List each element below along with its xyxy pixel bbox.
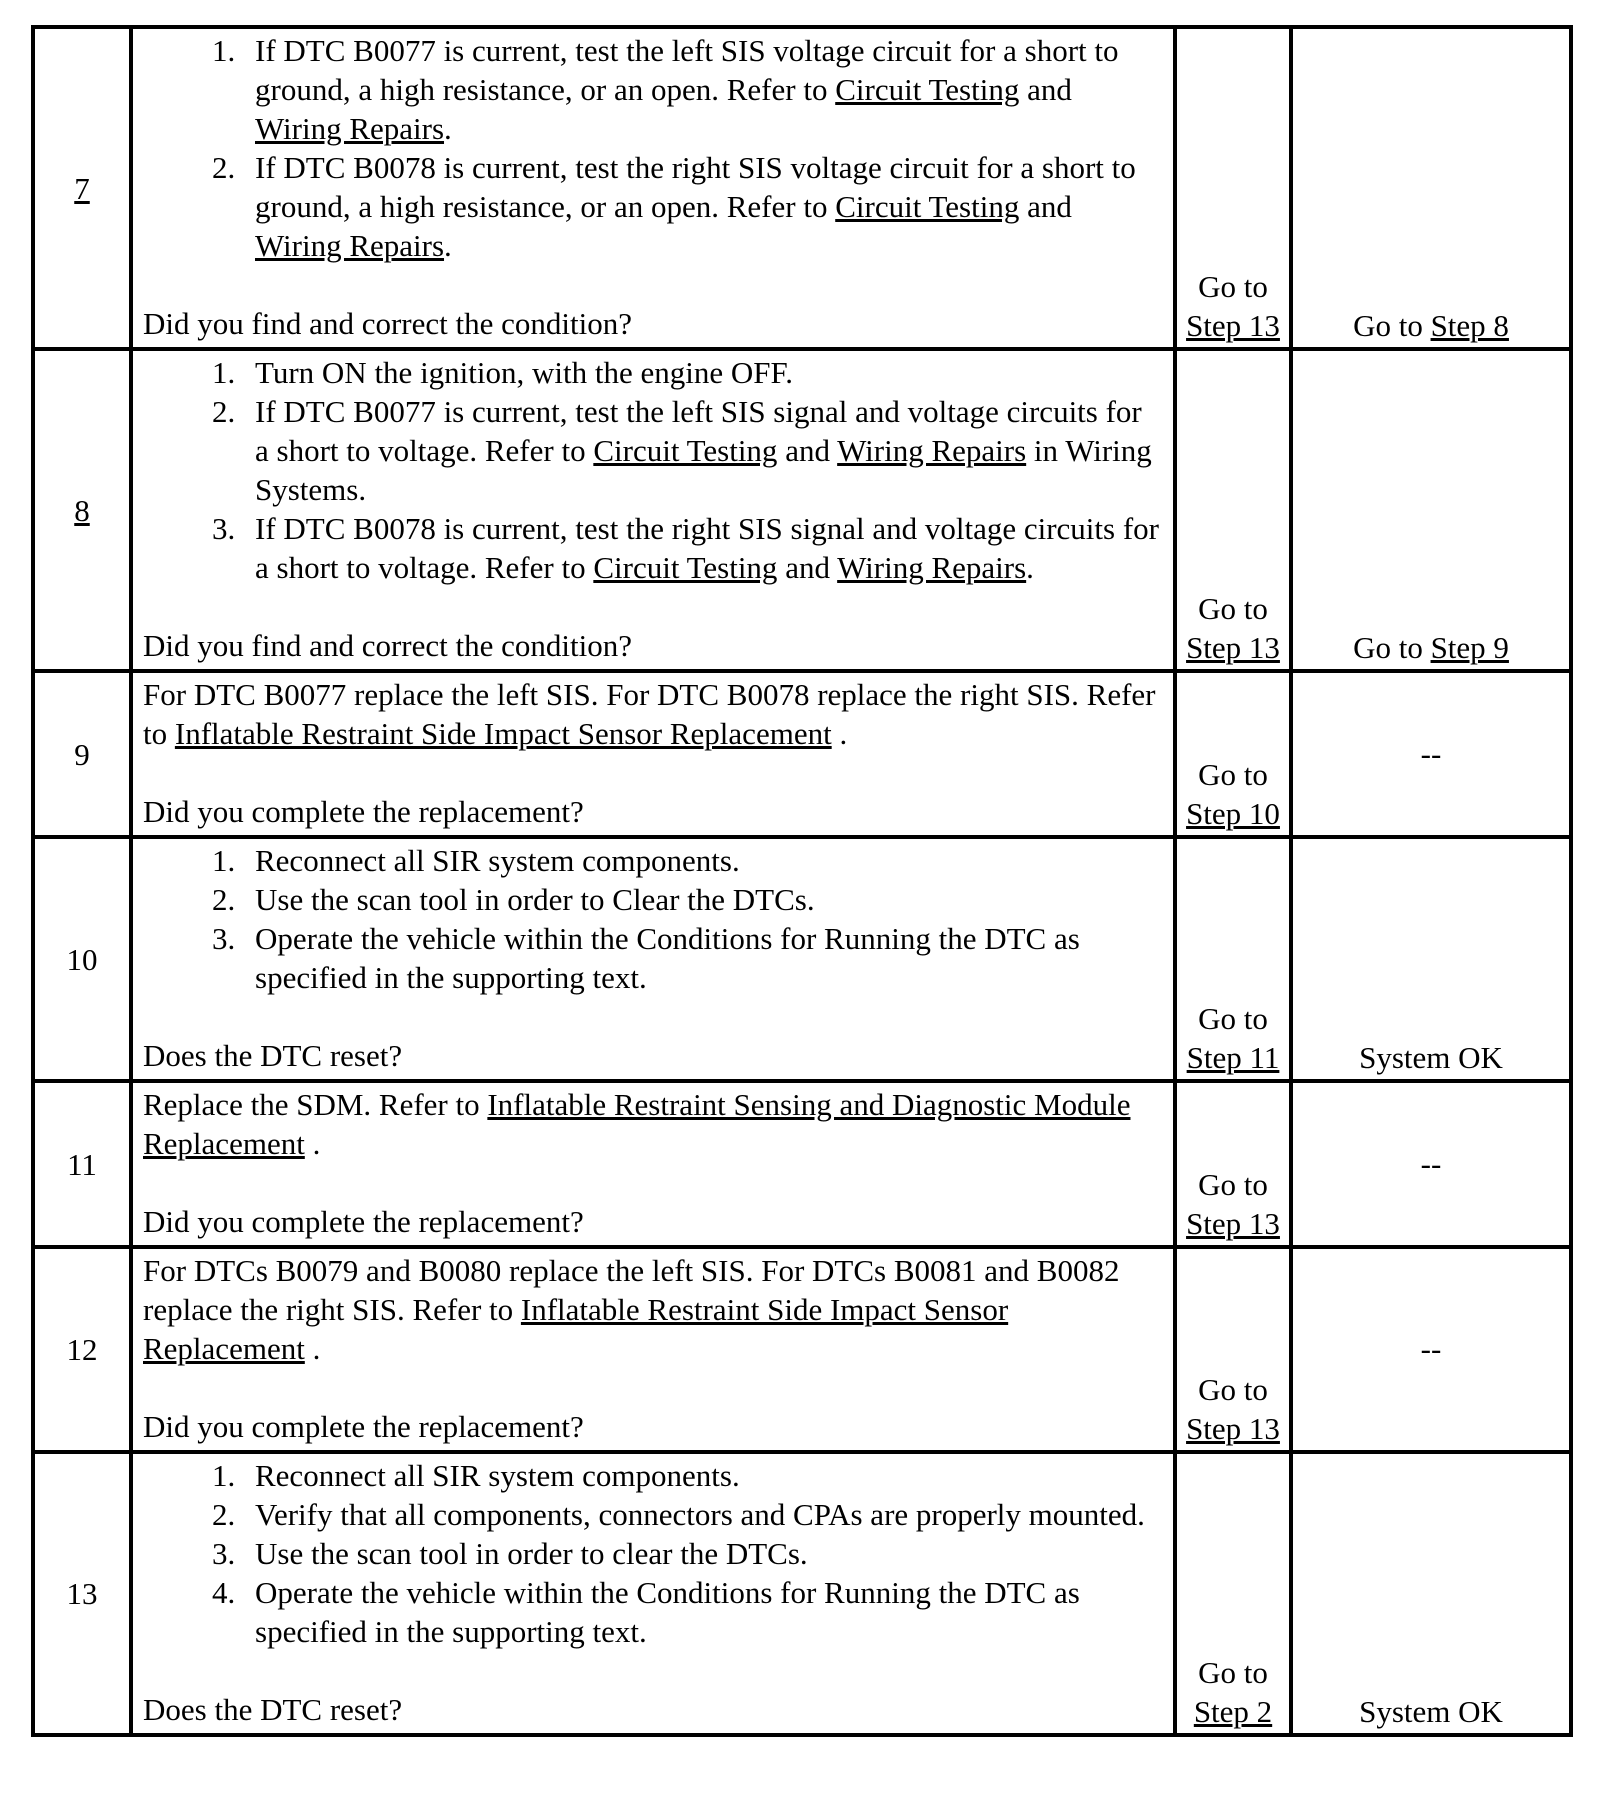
- action-cell: [131, 671, 1175, 837]
- action-list-item: [243, 1573, 1163, 1651]
- step-number: 13: [66, 1576, 98, 1611]
- table-row: [33, 1452, 1571, 1735]
- step-cell: [33, 671, 131, 837]
- table-row: [33, 671, 1571, 837]
- goto-label: Go to: [1353, 630, 1431, 665]
- reference-link[interactable]: Wiring Repairs: [255, 111, 445, 146]
- step-cell: [33, 1081, 131, 1247]
- no-cell: [1291, 1081, 1571, 1247]
- step-number[interactable]: 7: [74, 170, 90, 206]
- step-number: 9: [74, 736, 90, 772]
- text-segment: Turn ON the ignition, with the engine OFF.: [255, 355, 794, 390]
- text-segment: .: [444, 228, 452, 263]
- no-cell: [1291, 27, 1571, 349]
- action-text: [143, 1085, 1163, 1163]
- reference-link[interactable]: Inflatable Restraint Side Impact Sensor Replacement: [143, 1292, 1009, 1366]
- action-text: [143, 675, 1163, 753]
- text-segment: and: [1019, 72, 1072, 107]
- text-segment: .: [831, 716, 848, 751]
- action-list-item: [243, 392, 1163, 509]
- action-text: [143, 1251, 1163, 1368]
- step-link[interactable]: Step 13: [1186, 630, 1280, 665]
- step-cell: [33, 27, 131, 349]
- action-cell: [131, 1247, 1175, 1452]
- text-segment: For DTCs B0079 and B0080 replace the left SIS. For DTCs B0081 and B0082 replace the right SIS. Refer to: [143, 1253, 1120, 1327]
- action-list-item: [243, 919, 1163, 997]
- step-number: 10: [66, 941, 98, 977]
- table-row: [33, 837, 1571, 1081]
- no-text: System OK: [1359, 1694, 1503, 1729]
- action-list: [143, 1456, 1163, 1651]
- step-link[interactable]: Step 10: [1186, 796, 1280, 831]
- no-cell: [1291, 671, 1571, 837]
- text-segment: If DTC B0077 is current, test the left SIS signal and voltage circuits for a short to voltage. Refer to: [255, 394, 1142, 468]
- goto-label: Go to: [1198, 1167, 1268, 1202]
- action-list-item: [243, 509, 1163, 587]
- yes-cell: [1175, 671, 1291, 837]
- action-list-item: [243, 31, 1163, 148]
- no-text: System OK: [1359, 1040, 1503, 1075]
- table-row: [33, 1081, 1571, 1247]
- step-link[interactable]: Step 8: [1430, 308, 1509, 343]
- question-text: Did you complete the replacement?: [143, 1204, 584, 1239]
- no-cell: [1291, 349, 1571, 671]
- action-list: [143, 353, 1163, 587]
- no-text: --: [1420, 1145, 1442, 1181]
- text-segment: If DTC B0077 is current, test the left SIS voltage circuit for a short to ground, a high resistance, or an open. Refer to: [255, 33, 1119, 107]
- text-segment: Replace the SDM. Refer to: [143, 1087, 488, 1122]
- text-segment: and: [1019, 189, 1072, 224]
- no-text: --: [1420, 1331, 1442, 1366]
- step-cell: [33, 1452, 131, 1735]
- action-list-item: [243, 880, 1163, 919]
- goto-label: Go to: [1198, 591, 1268, 626]
- step-number: 11: [67, 1146, 97, 1182]
- step-link[interactable]: Step 13: [1186, 1206, 1280, 1241]
- text-segment: If DTC B0078 is current, test the right SIS voltage circuit for a short to ground, a high resistance, or an open. Refer to: [255, 150, 1136, 224]
- yes-cell: [1175, 1247, 1291, 1452]
- step-cell: [33, 837, 131, 1081]
- text-segment: Reconnect all SIR system components.: [255, 1458, 740, 1493]
- text-segment: .: [304, 1126, 321, 1161]
- step-number[interactable]: 8: [74, 492, 90, 528]
- yes-cell: [1175, 1452, 1291, 1735]
- text-segment: Operate the vehicle within the Conditions for Running the DTC as specified in the supporting text.: [255, 1575, 1080, 1649]
- yes-cell: [1175, 837, 1291, 1081]
- reference-link[interactable]: Inflatable Restraint Sensing and Diagnostic Module Replacement: [143, 1087, 1131, 1161]
- action-list-item: [243, 353, 1163, 392]
- diagnostic-table-body: [33, 27, 1571, 1735]
- yes-cell: [1175, 1081, 1291, 1247]
- diagnostic-table: [31, 25, 1573, 1737]
- question-text: Did you find and correct the condition?: [143, 628, 632, 663]
- step-link[interactable]: Step 9: [1430, 630, 1509, 665]
- step-cell: [33, 1247, 131, 1452]
- yes-cell: [1175, 349, 1291, 671]
- action-cell: [131, 27, 1175, 349]
- goto-label: Go to: [1198, 1372, 1268, 1407]
- text-segment: and: [777, 550, 838, 585]
- question-text: Did you complete the replacement?: [143, 794, 584, 829]
- action-list: [143, 31, 1163, 265]
- step-link[interactable]: Step 11: [1186, 1040, 1280, 1075]
- goto-label: Go to: [1198, 757, 1268, 792]
- action-cell: [131, 1452, 1175, 1735]
- question-text: Does the DTC reset?: [143, 1692, 403, 1727]
- reference-link[interactable]: Circuit Testing: [593, 550, 778, 585]
- reference-link[interactable]: Wiring Repairs: [837, 433, 1027, 468]
- action-cell: [131, 837, 1175, 1081]
- goto-label: Go to: [1198, 1655, 1268, 1690]
- action-list-item: [243, 1456, 1163, 1495]
- text-segment: Verify that all components, connectors and CPAs are properly mounted.: [255, 1497, 1145, 1532]
- text-segment: Operate the vehicle within the Conditions for Running the DTC as specified in the supporting text.: [255, 921, 1080, 995]
- reference-link[interactable]: Inflatable Restraint Side Impact Sensor Replacement: [174, 716, 832, 751]
- action-cell: [131, 1081, 1175, 1247]
- question-text: Does the DTC reset?: [143, 1038, 403, 1073]
- goto-label: Go to: [1198, 269, 1268, 304]
- text-segment: .: [304, 1331, 321, 1366]
- reference-link[interactable]: Circuit Testing: [593, 433, 778, 468]
- step-link[interactable]: Step 13: [1186, 308, 1280, 343]
- action-list-item: [243, 148, 1163, 265]
- text-segment: If DTC B0078 is current, test the right SIS signal and voltage circuits for a short to voltage. Refer to: [255, 511, 1159, 585]
- no-cell: [1291, 1247, 1571, 1452]
- reference-link[interactable]: Wiring Repairs: [255, 228, 445, 263]
- text-segment: .: [1026, 550, 1034, 585]
- no-cell: [1291, 837, 1571, 1081]
- text-segment: Reconnect all SIR system components.: [255, 843, 740, 878]
- text-segment: in Wiring Systems.: [255, 433, 1152, 507]
- text-segment: Use the scan tool in order to clear the DTCs.: [255, 1536, 808, 1571]
- no-cell: [1291, 1452, 1571, 1735]
- table-row: [33, 1247, 1571, 1452]
- text-segment: For DTC B0077 replace the left SIS. For DTC B0078 replace the right SIS. Refer to: [143, 677, 1156, 751]
- action-list: [143, 841, 1163, 997]
- reference-link[interactable]: Wiring Repairs: [837, 550, 1027, 585]
- table-row: [33, 27, 1571, 349]
- question-text: Did you find and correct the condition?: [143, 306, 632, 341]
- goto-label: Go to: [1353, 308, 1431, 343]
- text-segment: .: [444, 111, 452, 146]
- text-segment: Use the scan tool in order to Clear the DTCs.: [255, 882, 815, 917]
- goto-label: Go to: [1198, 1001, 1268, 1036]
- step-link[interactable]: Step 13: [1186, 1411, 1280, 1446]
- text-segment: and: [777, 433, 838, 468]
- step-number: 12: [66, 1332, 98, 1367]
- reference-link[interactable]: Circuit Testing: [835, 72, 1020, 107]
- question-text: Did you complete the replacement?: [143, 1409, 584, 1444]
- action-list-item: [243, 841, 1163, 880]
- action-list-item: [243, 1495, 1163, 1534]
- action-cell: [131, 349, 1175, 671]
- no-text: --: [1420, 735, 1442, 771]
- step-link[interactable]: Step 2: [1193, 1694, 1273, 1729]
- reference-link[interactable]: Circuit Testing: [835, 189, 1020, 224]
- action-list-item: [243, 1534, 1163, 1573]
- table-row: [33, 349, 1571, 671]
- yes-cell: [1175, 27, 1291, 349]
- step-cell: [33, 349, 131, 671]
